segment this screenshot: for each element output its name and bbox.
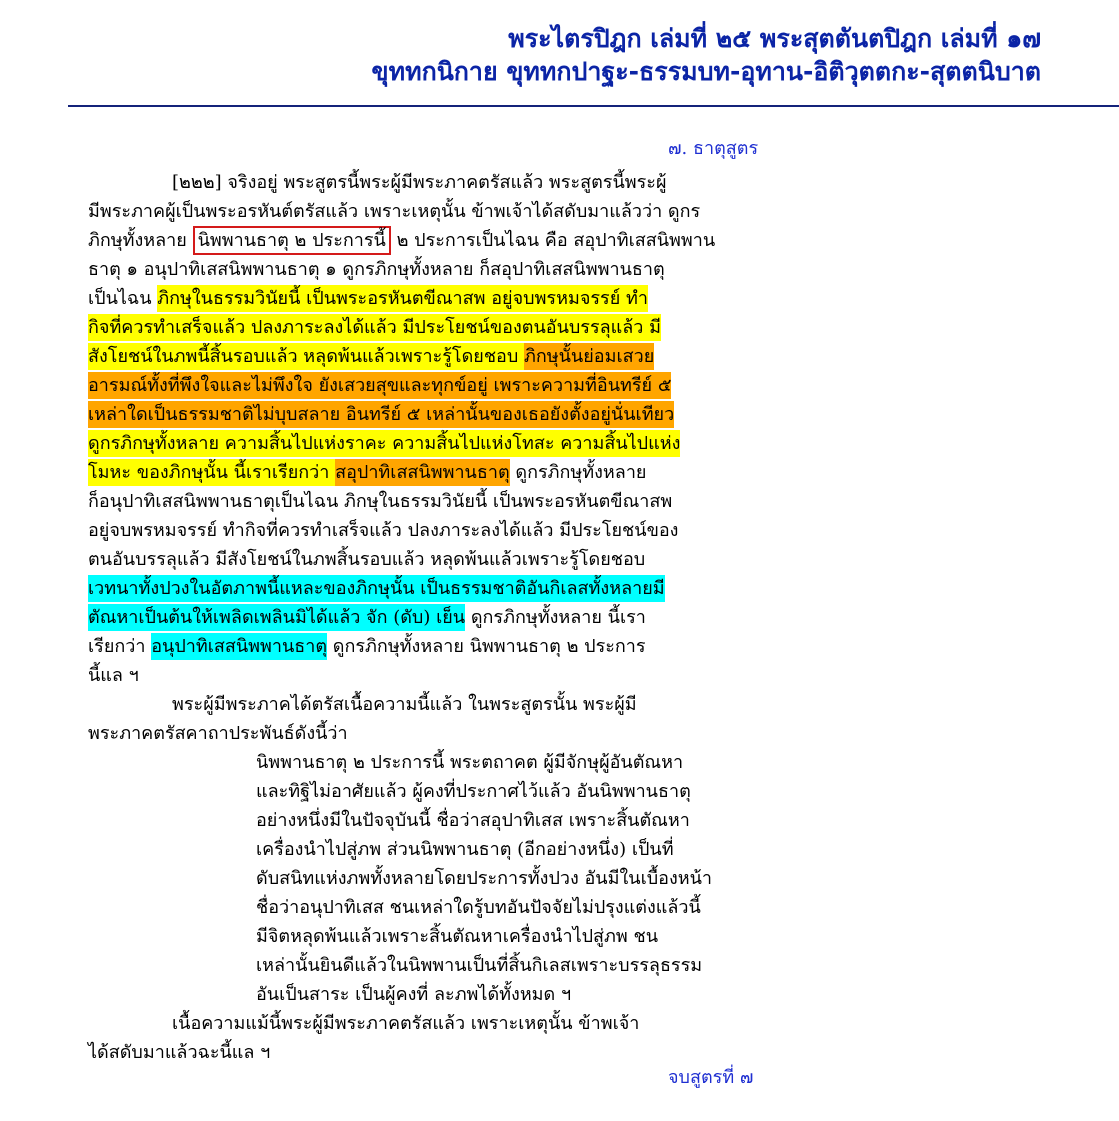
text-line <box>88 371 828 400</box>
text-segment: ดูกรภิกษุทั้งหลาย นิพพานธาตุ ๒ ประการ <box>327 636 646 657</box>
text-line <box>88 429 828 458</box>
text-line <box>88 574 828 603</box>
text-line <box>88 313 828 342</box>
verse-line: เหล่านั้นยินดีแล้วในนิพพานเป็นที่สิ้นกิเลสเพราะบรรลุธรรม <box>256 955 703 976</box>
highlight-orange: ภิกษุนั้นย่อมเสวย <box>524 343 654 370</box>
text-segment: เป็นไฉน <box>88 288 158 309</box>
highlight-cyan: อนุปาทิเสสนิพพานธาตุ <box>151 633 327 660</box>
header-title-line1: พระไตรปิฎก เล่มที่ ๒๕ พระสุตตันตปิฎก เล่มที่ ๑๗ <box>508 24 1041 53</box>
text-segment: ๒ ประการเป็นไฉน คือ สอุปาทิเสสนิพพาน <box>390 230 716 251</box>
highlight-orange: เหล่าใดเป็นธรรมชาติไม่บุบสลาย อินทรีย์ ๕ เหล่านั้นของเธอยังตั้งอยู่นั่นเทียว <box>88 401 674 428</box>
text-line: มีพระภาคผู้เป็นพระอรหันต์ตรัสแล้ว เพราะเหตุนั้น ข้าพเจ้าได้สดับมาแล้วว่า ดูกร <box>88 201 701 222</box>
text-line: อยู่จบพรหมจรรย์ ทำกิจที่ควรทำเสร็จแล้ว ปลงภาระลงได้แล้ว มีประโยชน์ของ <box>88 520 679 541</box>
text-line: ตนอันบรรลุแล้ว มีสังโยชน์ในภพสิ้นรอบแล้ว หลุดพ้นแล้วเพราะรู้โดยชอบ <box>88 549 646 570</box>
sutta-title: ๗. ธาตุสูตร <box>668 138 759 159</box>
verse-line: มีจิตหลุดพ้นแล้วเพราะสิ้นตัณหาเครื่องนำไปสู่ภพ ชน <box>256 926 659 947</box>
header-title-line2: ขุททกนิกาย ขุททกปาฐะ-ธรรมบท-อุทาน-อิติวุตตกะ-สุตตนิบาต <box>371 57 1041 86</box>
text-line: ได้สดับมาแล้วฉะนี้แล ฯ <box>88 1042 271 1063</box>
text-line: เนื้อความแม้นี้พระผู้มีพระภาคตรัสแล้ว เพราะเหตุนั้น ข้าพเจ้า <box>172 1013 640 1034</box>
text-line: พระภาคตรัสคาถาประพันธ์ดังนี้ว่า <box>88 723 348 744</box>
text-line <box>88 342 828 371</box>
text-line: [๒๒๒] จริงอยู่ พระสูตรนี้พระผู้มีพระภาคตรัสแล้ว พระสูตรนี้พระผู้ <box>172 172 667 193</box>
text-segment: ภิกษุทั้งหลาย <box>88 230 193 251</box>
text-segment: ดูกรภิกษุทั้งหลาย นี้เรา <box>465 607 646 628</box>
highlight-yellow: ดูกรภิกษุทั้งหลาย ความสิ้นไปแห่งราคะ ความสิ้นไปแห่งโทสะ ความสิ้นไปแห่ง <box>88 430 680 457</box>
highlight-cyan: ตัณหาเป็นต้นให้เพลิดเพลินมิได้แล้ว จัก (ดับ) เย็น <box>88 604 465 631</box>
sutta-end-label: จบสูตรที่ ๗ <box>668 1067 754 1088</box>
sutta-body <box>88 168 828 1067</box>
verse-line: อันเป็นสาระ เป็นผู้คงที่ ละภพได้ทั้งหมด ฯ <box>256 984 572 1005</box>
text-line: พระผู้มีพระภาคได้ตรัสเนื้อความนี้แล้ว ในพระสูตรนั้น พระผู้มี <box>172 694 637 715</box>
verse-line: เครื่องนำไปสู่ภพ ส่วนนิพพานธาตุ (อีกอย่างหนึ่ง) เป็นที่ <box>256 839 674 860</box>
highlight-yellow: สังโยชน์ในภพนี้สิ้นรอบแล้ว หลุดพ้นแล้วเพราะรู้โดยชอบ <box>88 343 524 370</box>
highlight-yellow: โมหะ ของภิกษุนั้น นี้เราเรียกว่า <box>88 459 335 486</box>
page-header <box>372 22 1041 88</box>
verse-line: ชื่อว่าอนุปาทิเสส ชนเหล่าใดรู้บทอันปัจจัยไม่ปรุงแต่งแล้วนี้ <box>256 897 701 918</box>
verse-line: นิพพานธาตุ ๒ ประการนี้ พระตถาคต ผู้มีจักษุผู้อันตัณหา <box>256 752 684 773</box>
text-line <box>88 284 828 313</box>
verse-line: ดับสนิทแห่งภพทั้งหลายโดยประการทั้งปวง อันมีในเบื้องหน้า <box>256 868 713 889</box>
highlight-yellow: กิจที่ควรทำเสร็จแล้ว ปลงภาระลงได้แล้ว มีประโยชน์ของตนอันบรรลุแล้ว มี <box>88 314 661 341</box>
highlight-orange: อารมณ์ทั้งที่พึงใจและไม่พึงใจ ยังเสวยสุขและทุกข์อยู่ เพราะความที่อินทรีย์ ๕ <box>88 372 671 399</box>
highlight-orange: สอุปาทิเสสนิพพานธาตุ <box>335 459 510 486</box>
text-line <box>88 603 828 632</box>
text-segment: ดูกรภิกษุทั้งหลาย <box>509 462 647 483</box>
text-line <box>88 400 828 429</box>
text-line <box>88 632 828 661</box>
text-line <box>88 458 828 487</box>
header-divider <box>68 105 1119 107</box>
verse-line: และทิฐิไม่อาศัยแล้ว ผู้คงที่ประกาศไว้แล้ว อันนิพพานธาตุ <box>256 781 691 802</box>
text-segment: เรียกว่า <box>88 636 152 657</box>
text-line: นี้แล ฯ <box>88 665 139 686</box>
text-line: ก็อนุปาทิเสสนิพพานธาตุเป็นไฉน ภิกษุในธรรมวินัยนี้ เป็นพระอรหันตขีณาสพ <box>88 491 673 512</box>
verse-line: อย่างหนึ่งมีในปัจจุบันนี้ ชื่อว่าสอุปาทิเสส เพราะสิ้นตัณหา <box>256 810 690 831</box>
text-line <box>88 226 828 255</box>
boxed-phrase: นิพพานธาตุ ๒ ประการนี้ <box>193 226 391 255</box>
highlight-cyan: เวทนาทั้งปวงในอัตภาพนี้แหละของภิกษุนั้น เป็นธรรมชาติอันกิเลสทั้งหลายมี <box>88 575 665 602</box>
highlight-yellow: ภิกษุในธรรมวินัยนี้ เป็นพระอรหันตขีณาสพ อยู่จบพรหมจรรย์ ทำ <box>157 285 648 312</box>
text-line: ธาตุ ๑ อนุปาทิเสสนิพพานธาตุ ๑ ดูกรภิกษุทั้งหลาย ก็สอุปาทิเสสนิพพานธาตุ <box>88 259 665 280</box>
